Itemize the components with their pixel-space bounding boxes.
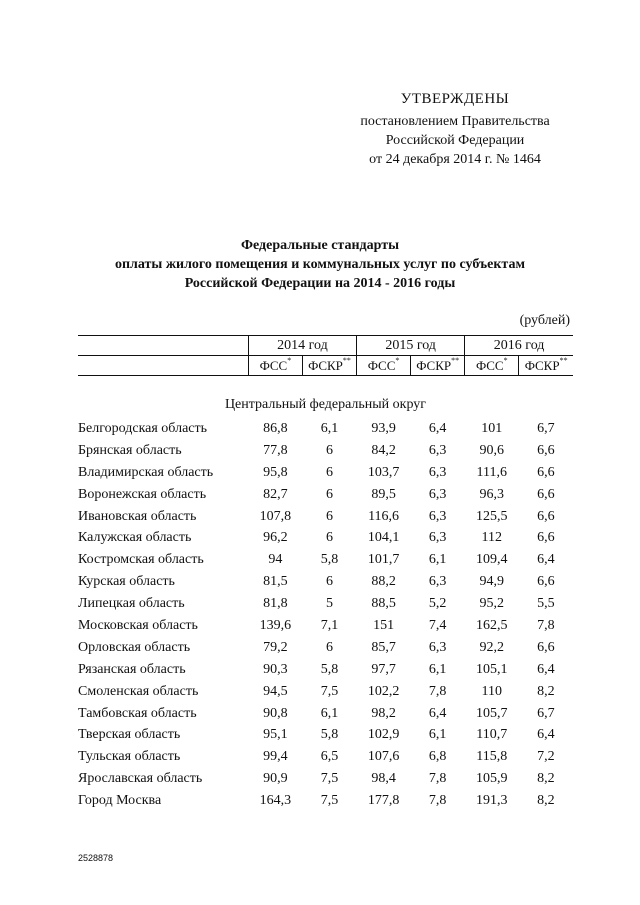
fss-value: 94,9 [479, 574, 505, 590]
fskr-value: 6,7 [537, 420, 555, 436]
table-row [78, 703, 573, 725]
fss-value: 105,9 [476, 771, 508, 787]
fss-value: 101 [481, 420, 503, 436]
fss-value: 92,2 [479, 639, 505, 655]
document-title [60, 236, 580, 293]
fss-value: 95,8 [263, 464, 288, 480]
fskr-value: 6,6 [537, 639, 555, 655]
fss-value: 102,2 [367, 683, 400, 699]
fskr-value: 6,3 [428, 464, 447, 480]
region-row [78, 376, 573, 419]
fskr-value: 5,8 [320, 552, 339, 568]
table-row [78, 484, 573, 506]
table-row [78, 527, 573, 549]
fss-value: 103,7 [367, 464, 400, 480]
fss-value: 96,3 [479, 486, 505, 502]
fss-value: 81,5 [263, 574, 288, 590]
sub-header-fss: ФСС* [465, 356, 519, 376]
fss-value: 90,3 [263, 661, 288, 677]
table-row [78, 768, 573, 790]
fskr-value: 8,2 [537, 771, 555, 787]
sub-header-fskr: ФСКР** [411, 356, 465, 376]
fss-value: 162,5 [476, 617, 508, 633]
fss-value: 107,6 [367, 749, 400, 765]
sub-header-row [78, 356, 573, 376]
fskr-value: 5,8 [320, 727, 339, 743]
title-line-3: Российской Федерации на 2014 - 2016 годы [184, 276, 456, 291]
fskr-value: 6 [325, 508, 333, 524]
year-header-2015: 2015 год [357, 336, 465, 356]
fskr-value: 7,5 [320, 683, 339, 699]
fskr-value: 6,6 [537, 574, 555, 590]
title-line-2: оплаты жилого помещения и коммунальных услуг по субъектам [114, 257, 526, 272]
approval-block [340, 90, 570, 169]
approval-line-1: постановлением Правительства [360, 114, 550, 129]
fskr-value: 6,6 [537, 508, 555, 524]
fskr-value: 6,4 [428, 705, 447, 721]
fskr-value: 7,5 [320, 771, 339, 787]
fskr-value: 7,8 [428, 683, 447, 699]
fskr-value: 6,6 [537, 530, 555, 546]
fskr-value: 6,4 [537, 727, 555, 743]
fskr-value: 6 [325, 574, 333, 590]
fss-value: 110 [481, 683, 502, 699]
fskr-value: 6,3 [428, 442, 447, 458]
region-subject-name: Смоленская область [78, 683, 199, 699]
fss-value: 102,9 [367, 727, 400, 743]
fss-value: 116,6 [368, 508, 400, 524]
fss-value: 95,1 [263, 727, 288, 743]
fskr-value: 6,3 [428, 574, 447, 590]
fss-value: 88,2 [371, 574, 396, 590]
fskr-value: 6 [325, 486, 333, 502]
fskr-value: 7,8 [428, 793, 447, 809]
region-subject-name: Калужская область [78, 530, 192, 546]
region-subject-name: Тульская область [78, 749, 181, 765]
fss-value: 105,7 [476, 705, 508, 721]
fss-value: 96,2 [263, 530, 288, 546]
fskr-value: 7,5 [320, 793, 339, 809]
fss-value: 115,8 [476, 749, 508, 765]
fskr-value: 6,3 [428, 508, 447, 524]
region-subject-name: Город Москва [78, 793, 162, 809]
table-row [78, 418, 573, 440]
fss-value: 112 [481, 530, 502, 546]
fss-value: 89,5 [371, 486, 396, 502]
fskr-value: 7,2 [537, 749, 555, 765]
fskr-value: 6,1 [428, 727, 447, 743]
approval-line-2: Российской Федерации [385, 133, 525, 148]
fss-value: 139,6 [259, 617, 292, 633]
title-line-1: Федеральные стандарты [240, 238, 400, 253]
fss-value: 90,6 [479, 442, 505, 458]
fskr-value: 6 [325, 530, 333, 546]
sub-header-fss: ФСС* [248, 356, 302, 376]
fss-value: 101,7 [367, 552, 400, 568]
region-subject-name: Рязанская область [78, 661, 186, 677]
fskr-value: 6,3 [428, 639, 447, 655]
fskr-value: 7,1 [320, 617, 339, 633]
fskr-value: 6 [325, 442, 333, 458]
fskr-value: 6,4 [537, 552, 555, 568]
fskr-value: 5,8 [320, 661, 339, 677]
fskr-value: 6,8 [428, 749, 447, 765]
fss-value: 104,1 [367, 530, 400, 546]
fss-value: 191,3 [476, 793, 508, 809]
fss-value: 111,6 [476, 464, 507, 480]
fskr-value: 6 [325, 464, 333, 480]
fss-value: 90,9 [263, 771, 288, 787]
fss-value: 77,8 [263, 442, 288, 458]
table-row [78, 681, 573, 703]
fskr-value: 5,5 [537, 596, 555, 612]
fss-value: 98,4 [371, 771, 396, 787]
region-label: Центральный федеральный округ [224, 397, 427, 412]
table-row [78, 549, 573, 571]
table-row [78, 571, 573, 593]
region-subject-name: Ивановская область [78, 508, 197, 524]
fskr-value: 6 [325, 639, 333, 655]
fss-value: 94 [268, 552, 283, 568]
fss-value: 93,9 [371, 420, 396, 436]
fskr-value: 6,1 [428, 552, 447, 568]
region-subject-name: Орловская область [78, 639, 191, 655]
fskr-value: 5,2 [428, 596, 447, 612]
fskr-value: 6,5 [320, 749, 339, 765]
fss-value: 86,8 [263, 420, 288, 436]
fss-value: 88,5 [371, 596, 396, 612]
fskr-value: 6,1 [320, 420, 339, 436]
table-row [78, 615, 573, 637]
year-header-2014: 2014 год [248, 336, 356, 356]
table-row [78, 746, 573, 768]
fskr-value: 6,7 [537, 705, 555, 721]
sub-header-blank [78, 356, 248, 376]
approval-heading: УТВЕРЖДЕНЫ [400, 91, 510, 107]
region-subject-name: Воронежская область [78, 486, 207, 502]
table-row [78, 790, 573, 812]
fskr-value: 8,2 [537, 683, 555, 699]
fss-value: 177,8 [367, 793, 400, 809]
region-subject-name: Брянская область [78, 442, 182, 458]
table-row [78, 637, 573, 659]
region-subject-name: Московская область [78, 617, 198, 633]
year-header-row [78, 336, 573, 356]
fss-value: 84,2 [371, 442, 396, 458]
fss-value: 90,8 [263, 705, 288, 721]
fss-value: 81,8 [263, 596, 288, 612]
region-subject-name: Ярославская область [78, 771, 203, 787]
region-subject-name: Белгородская область [78, 420, 208, 436]
table-row [78, 506, 573, 528]
table-row [78, 440, 573, 462]
region-subject-name: Курская область [78, 574, 175, 590]
sub-header-fskr: ФСКР** [519, 356, 573, 376]
fss-value: 79,2 [263, 639, 288, 655]
fskr-value: 7,8 [428, 771, 447, 787]
fss-value: 98,2 [371, 705, 396, 721]
fss-value: 94,5 [263, 683, 288, 699]
fss-value: 99,4 [263, 749, 288, 765]
fss-value: 95,2 [479, 596, 505, 612]
sub-header-fskr: ФСКР** [302, 356, 356, 376]
region-subject-name: Владимирская область [78, 464, 214, 480]
fskr-value: 8,2 [537, 793, 555, 809]
fss-value: 82,7 [263, 486, 288, 502]
standards-table-wrap [78, 335, 573, 812]
header-blank [78, 336, 248, 356]
region-subject-name: Костромская область [78, 552, 204, 568]
fss-value: 151 [373, 617, 395, 633]
fss-value: 97,7 [371, 661, 396, 677]
fskr-value: 5 [325, 596, 333, 612]
fskr-value: 7,8 [537, 617, 555, 633]
table-row [78, 593, 573, 615]
fss-value: 85,7 [371, 639, 396, 655]
fss-value: 105,1 [476, 661, 508, 677]
document-code: 2528878 [78, 853, 114, 863]
standards-table [78, 335, 573, 812]
fss-value: 125,5 [476, 508, 508, 524]
fskr-value: 6,4 [428, 420, 447, 436]
fss-value: 109,4 [476, 552, 508, 568]
table-row [78, 659, 573, 681]
fskr-value: 6,6 [537, 442, 555, 458]
fskr-value: 6,4 [537, 661, 555, 677]
table-row [78, 724, 573, 746]
fss-value: 110,7 [476, 727, 508, 743]
fskr-value: 7,4 [428, 617, 447, 633]
region-subject-name: Липецкая область [78, 596, 185, 612]
fss-value: 107,8 [259, 508, 292, 524]
fskr-value: 6,1 [320, 705, 339, 721]
fskr-value: 6,6 [537, 486, 555, 502]
fskr-value: 6,6 [537, 464, 555, 480]
table-row [78, 462, 573, 484]
fss-value: 164,3 [259, 793, 292, 809]
approval-line-3: от 24 декабря 2014 г. № 1464 [369, 152, 541, 167]
fskr-value: 6,3 [428, 486, 447, 502]
region-subject-name: Тамбовская область [78, 705, 197, 721]
sub-header-fss: ФСС* [357, 356, 411, 376]
region-subject-name: Тверская область [78, 727, 181, 743]
fskr-value: 6,1 [428, 661, 447, 677]
year-header-2016: 2016 год [465, 336, 573, 356]
fskr-value: 6,3 [428, 530, 447, 546]
unit-label: (рублей) [519, 313, 570, 328]
